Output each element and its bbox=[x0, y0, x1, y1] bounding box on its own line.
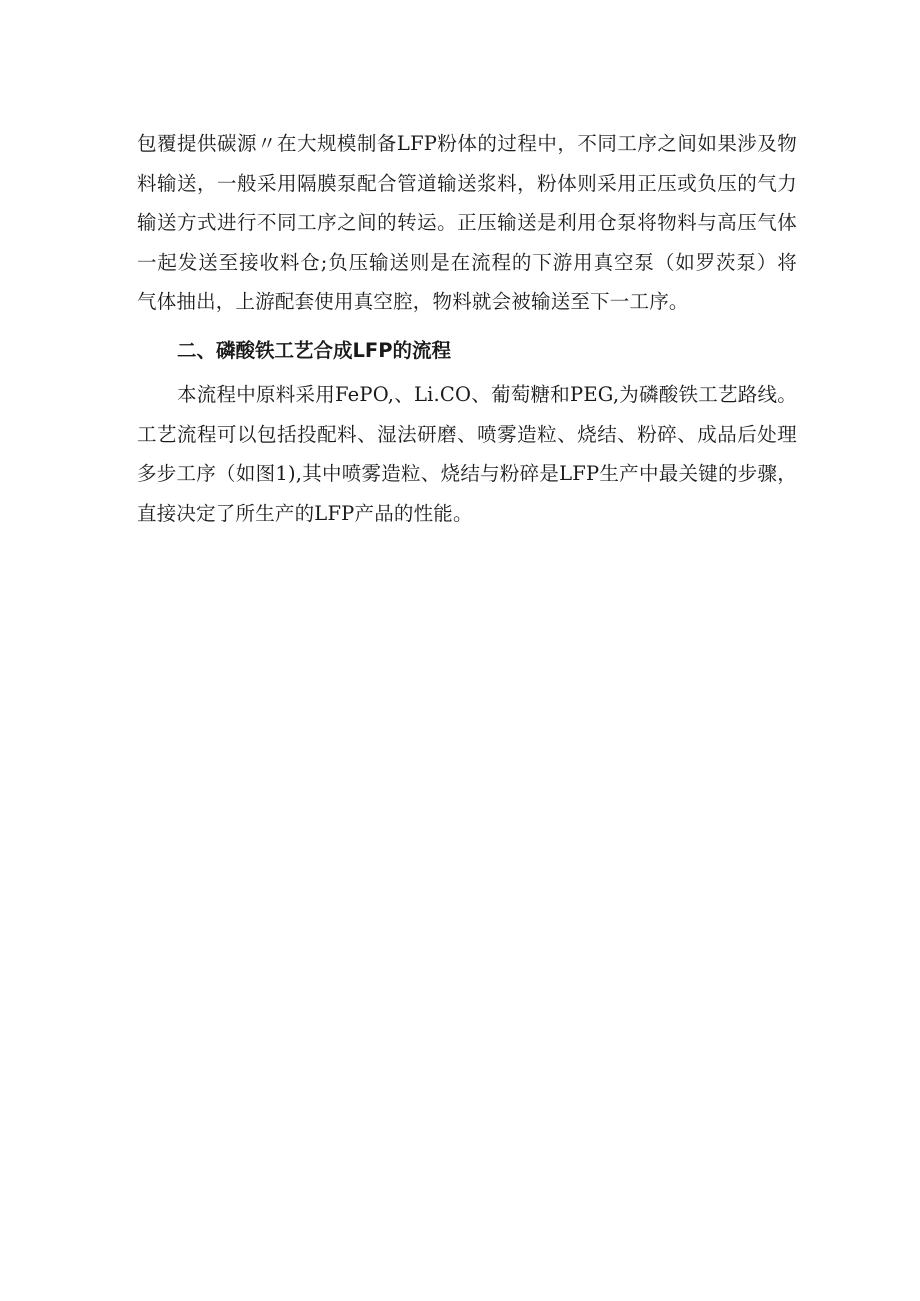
paragraph-line: 气体抽出，上游配套使用真空腔，物料就会被输送至下一工序。 bbox=[137, 290, 689, 313]
document-body bbox=[137, 124, 797, 533]
paragraph-transport bbox=[137, 124, 797, 322]
paragraph-process bbox=[137, 375, 797, 533]
section-heading: 二、磷酸铁工艺合成LFP的流程 bbox=[177, 338, 452, 362]
paragraph-line: 多步工序（如图1),其中喷雾造粒、烧结与粉碎是LFP生产中最关键的步骤， bbox=[137, 462, 797, 485]
paragraph-line: 包覆提供碳源〃在大规模制备LFP粉体的过程中，不同工序之间如果涉及物 bbox=[137, 132, 797, 155]
paragraph-line: 直接决定了所生产的LFP产品的性能。 bbox=[137, 501, 473, 525]
paragraph-line: 输送方式进行不同工序之间的转运。正压输送是利用仓泵将物料与高压气体 bbox=[137, 211, 797, 234]
paragraph-line: 工艺流程可以包括投配料、湿法研磨、喷雾造粒、烧结、粉碎、成品后处理 bbox=[137, 422, 797, 446]
paragraph-line: 料输送，一般采用隔膜泵配合管道输送浆料，粉体则采用正压或负压的气力 bbox=[137, 171, 797, 195]
paragraph-line: 一起发送至接收料仓;负压输送则是在流程的下游用真空泵（如罗茨泵）将 bbox=[137, 250, 797, 274]
paragraph-line: 本流程中原料采用FePO,、Li.CO、葡萄糖和PEG,为磷酸铁工艺路线。 bbox=[177, 383, 797, 406]
